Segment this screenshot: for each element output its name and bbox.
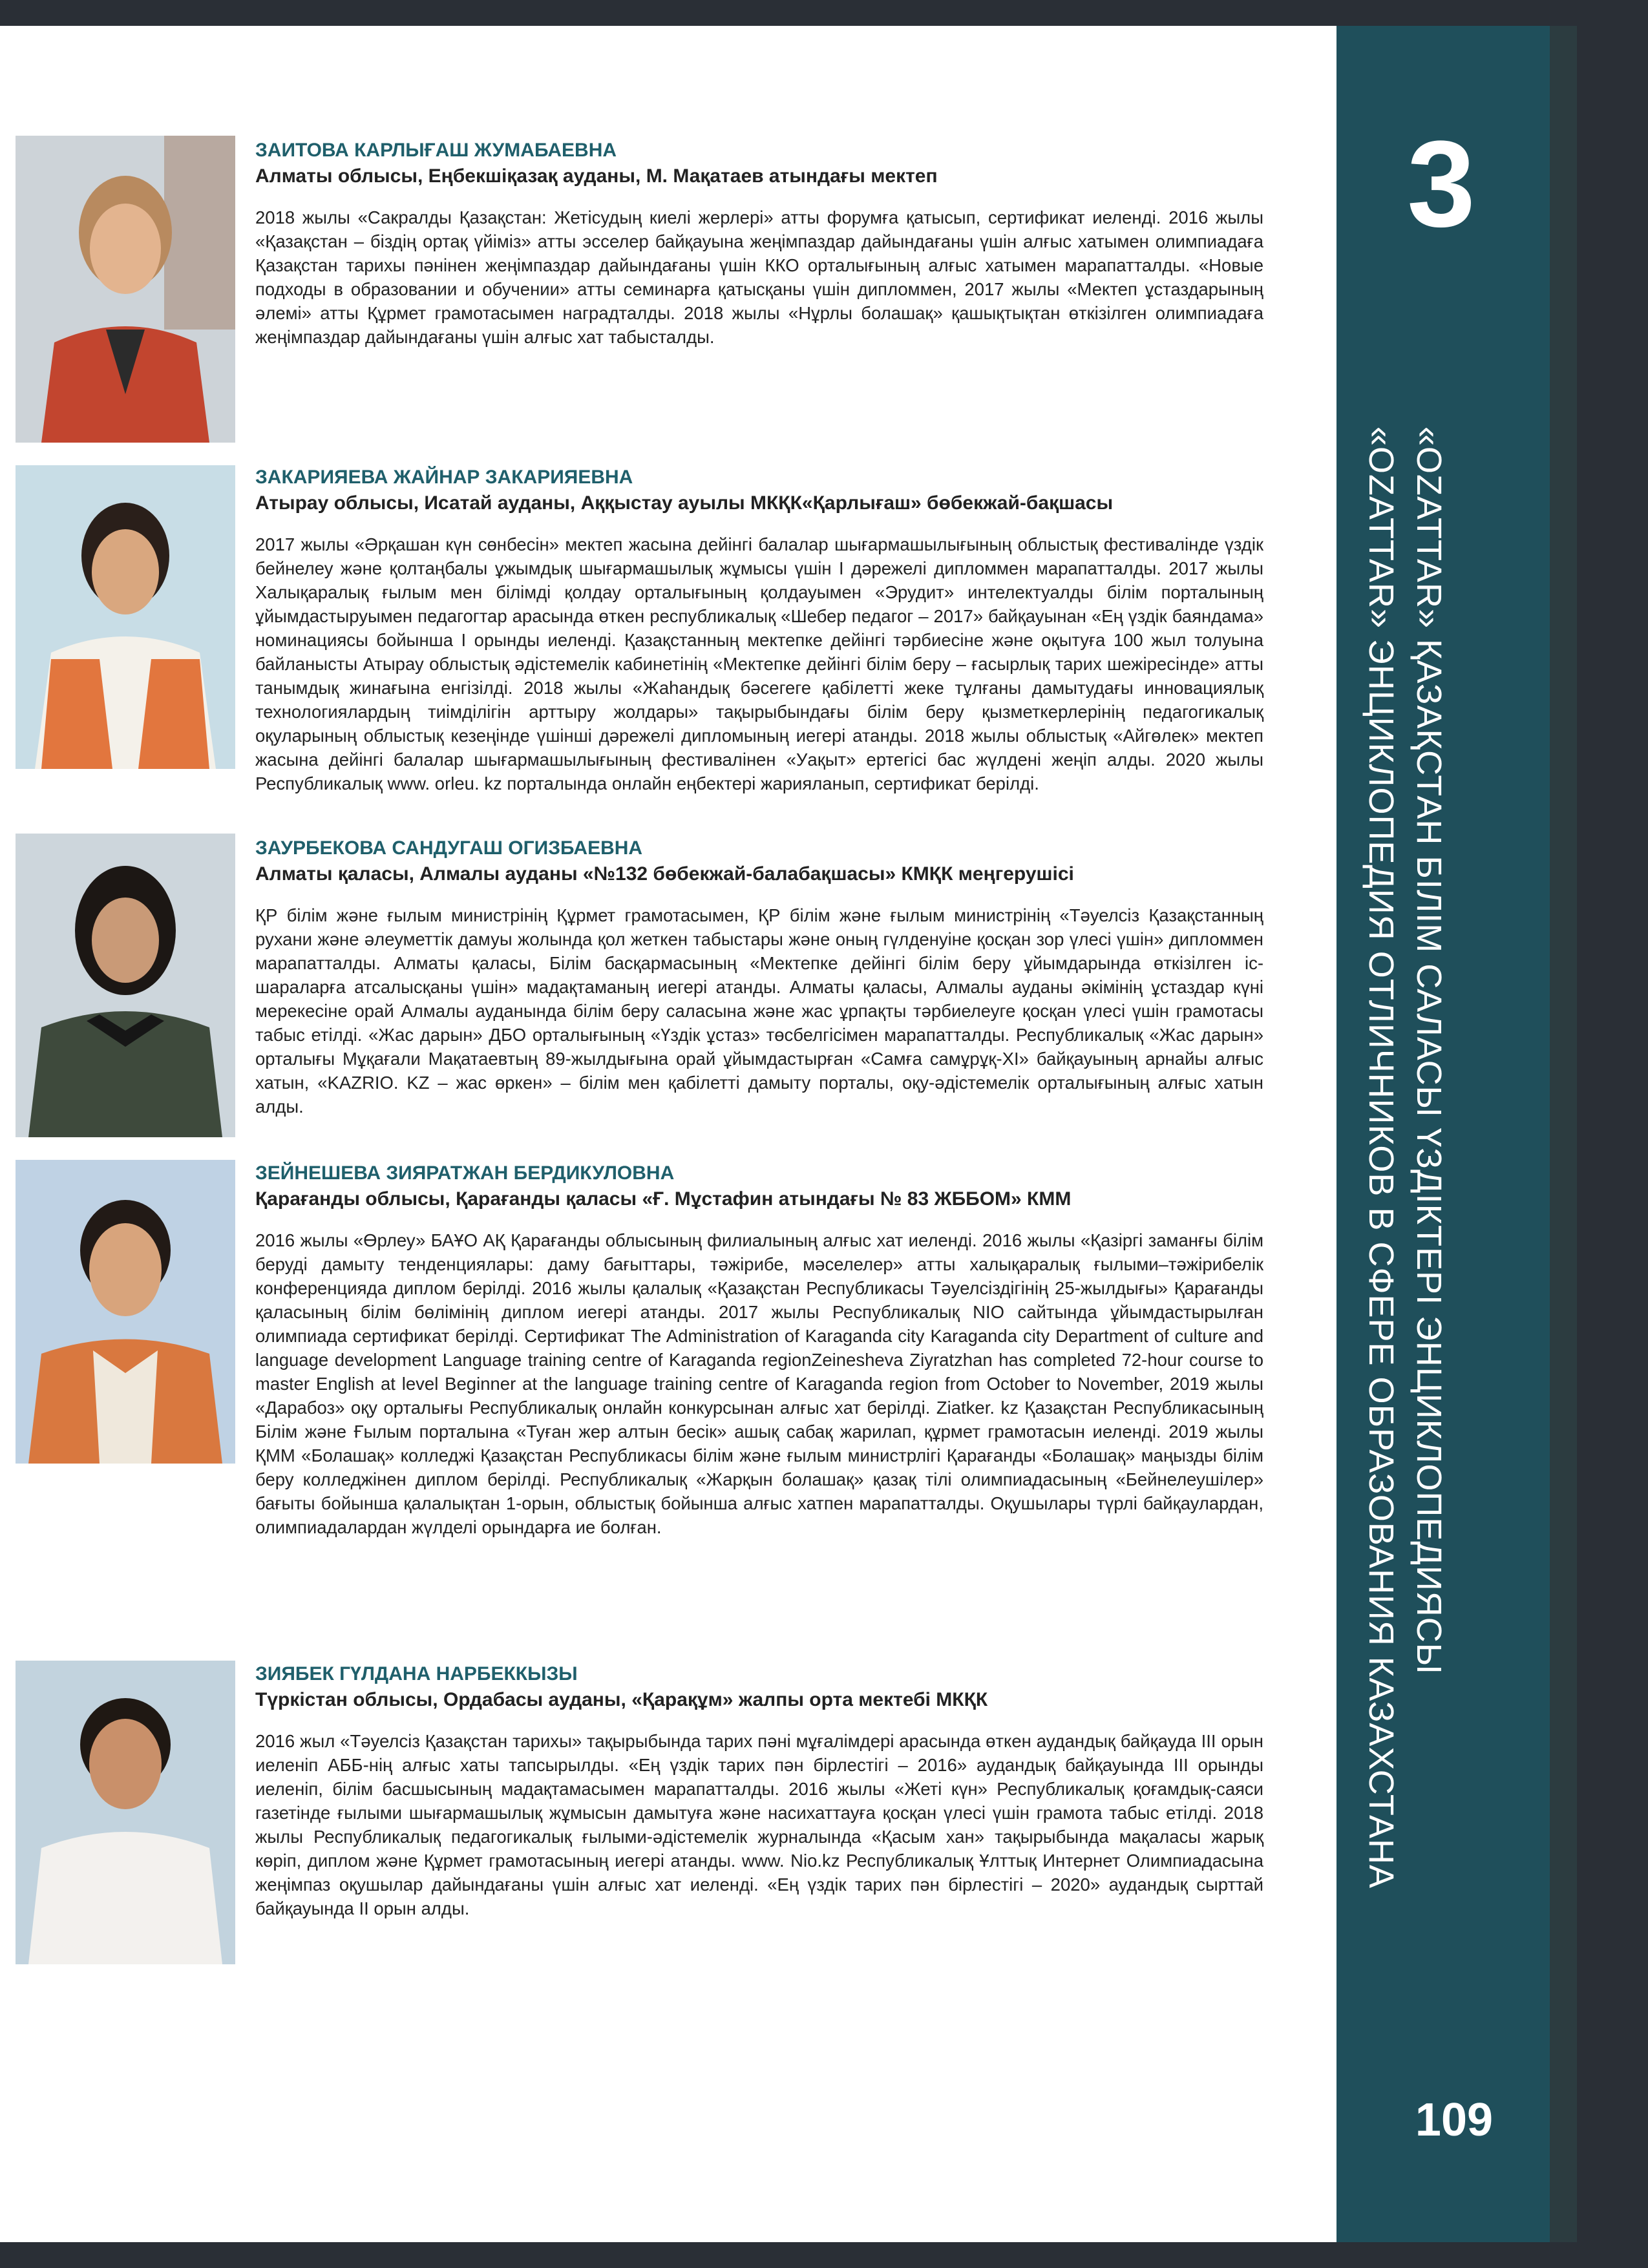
organization: Алматы қаласы, Алмалы ауданы «№132 бөбекжай-балабақшасы» КМҚК меңгерушісі [255,863,1074,885]
vertical-title-russian: «OZATTAR» ЭНЦИКЛОПЕДИЯ ОТЛИЧНИКОВ В СФЕРЕ ОБРАЗОВАНИЯ КАЗАХСТАНА [1362,426,1400,1889]
person-name: ЗЕЙНЕШЕВА ЗИЯРАТЖАН БЕРДИКУЛОВНА [255,1162,675,1184]
biography: 2017 жылы «Әрқашан күн сөнбесін» мектеп жасына дейінгі балалар шығармашылығының облыстық фестивалінде үздік бейнелеу және қолтаңбалы ұжымдық шығармашылық жұмысы үшін І дәрежелі дипломмен марапатталды. 2017 жылы Халықаралық ғылым мен білімді қолдау орталығының қолдауымен «Эрудит» интелектуалды білім порталының ұйымдастыруымен педагогтар арасында өткен республикалық «Шебер педагог – 2017» байқауынан «Ең үздік баяндама» номинациясы бойынша І орынды иеленді. Қазақстанның мектепке дейінгі тәрбиесіне және оқытуға 100 жыл толуына байланысты Атырау облыстық әдістемелік кабинетінің «Мектепке дейінгі білім беру – ғасырлық тарих шежіресінде» атты танымдық жинағына енгізілді. 2018 жылы «Жаһандық бәсегеге қабілетті жеке тұлғаны дамытудағы инновациялық технологиялардың тиімділігін арттыру жолдары» тақырыбындағы білім беру қызметкерлерінің педагогикалық оқуларының облыстық кезеңінде үшінші дәрежелі дипломының иегері атанды. 2018 жылы облыстық «Айгөлек» мектеп жасына дейінгі балалар шығармашылығының фестивалінен «Уақыт» ертегісі бас жүлдені жеңіп алды. 2020 жылы Республикалық www. orleu. kz порталында онлайн еңбектері жарияланып, сертификат берілді. [255,534,1263,793]
organization: Қарағанды облысы, Қарағанды қаласы «Ғ. Мұстафин атындағы № 83 ЖББОМ» КММ [255,1188,1072,1210]
portrait-photo [16,1160,235,1464]
vertical-title-kazakh: «OZATTAR» ҚАЗАҚСТАН БІЛІМ САЛАСЫ ҮЗДІКТЕРІ ЭНЦИКЛОПЕДИЯСЫ [1410,426,1448,1675]
biography: 2016 жыл «Тәуелсіз Қазақстан тарихы» тақырыбында тарих пәні мұғалімдері арасында өткен аудандық байқауда ІІІ орын иеленіп АББ-нің алғыс хаты тапсырылды. «Ең үздік тарих пән бірлестігі – 2016» аудандық байқауында ІІІ орынды иеленіп, білім басшысының мадақтамасымен марапатталды. 2016 жылы «Жеті күн» Республикалық қоғамдық-саяси газетінде ғылыми шығармашылық жұмысын дамытуға және насихаттауға қосқан үлесі үшін грамота табыс етілді. 2018 жылы Республикалық педагогикалық ғылыми-әдістемелік журналында «Қасым хан» тақырыбында мақаласы жарық көріп, диплом және Құрмет грамотасының иегері атанды. www. Nio.kz Республикалық Ұлттық Интернет Олимпиадасына жеңімпаз оқушылар дайындағаны үшін алғыс хат иеленді. «Ең үздік тарих пән бірлестігі – 2020» аудандық сырттай байқауында ІІ орын алды. [255,1731,1263,1918]
portrait-photo [16,834,235,1137]
organization: Алматы облысы, Еңбекшіқазақ ауданы, М. Мақатаев атындағы мектеп [255,165,938,187]
person-name: ЗАКАРИЯЕВА ЖАЙНАР ЗАКАРИЯЕВНА [255,467,633,488]
biography: 2016 жылы «Өрлеу» БАҰО АҚ Қарағанды облысының филиалының алғыс хат иеленді. 2016 жылы «Қазіргі заманғы білім беруді дамыту тенденциялары: даму бағыттары, тәжірибе, мәселелер» атты халықаралық ғылыми–тәжірибелік конференцияда диплом берілді. 2016 жылы қалалық «Қазақстан Республикасы Тәуелсіздігінің 25-жылдығы» Қарағанды қаласының білім бөлімінің диплом иегері атанды. 2017 жылы Республикалық NIO сайтында ұйымдастырылған олимпиада сертификат берілді. Сертификат The Administration of Karaganda city Karaganda city Department of culture and language development Language training centre of Karaganda regionZeinesheva Ziyratzhan has completed 72-hour course to master English at level Beginner at the language training centre of Karaganda region from October to November, 2019 жылы «Дарабоз» оқу орталығы Республикалық онлайн конкурсынан алғыс хат берілді. Ziatker. kz Қазақстан Республикасының Білім және Ғылым порталына «Туған жер алтын бесік» ашық сабақ жарилап, құрмет грамотасын иеленді. 2019 жылы ҚММ «Болашақ» колледжі Қазақстан Республикасы білім және ғылым министрлігі Қарағанды «Болашақ» маңызды білім беру колледжінен диплом берілді. Республикалық «Жарқын болашақ» қазақ тілі олимпиадасының «Бейнелеушілер» бағыты бойынша қалалықтан 1-орын, облыстық бойынша алғыс хатпен марапатталды. Оқушылары түрлі байқаулардан, олимпиадалардан жүлделі орындарға ие болған. [255,1230,1263,1537]
organization: Атырау облысы, Исатай ауданы, Аққыстау ауылы МКҚК«Қарлығаш» бөбекжай-бақшасы [255,492,1114,514]
chapter-number: 3 [1407,116,1475,253]
vertical-title [1357,426,1453,1889]
page-number: 109 [1415,2094,1494,2146]
biography: ҚР білім және ғылым министрінің Құрмет грамотасымен, ҚР білім және ғылым министрінің «Тәуелсіз Қазақстанның рухани және әлеуметтік дамуы жолында қол жеткен табыстары және оның гүлденуіне қосқан зор үлесі үшін» дипломмен марапатталды. Алматы қаласы, Білім басқармасының «Мектепке дейінгі білім беру ұйымдарында өткізілген іс-шараларға атсалысқаны үшін» мадақтаманың иегері атанды. Алматы қаласы, Алмалы ауданы әкімінің ұстаздар күні мерекесіне орай Алмалы ауданында білім беру саласына және жас ұрпақты тәрбиелеуге қосқан үлесі үшін грамотасы табыс етілді. «Жас дарын» ДБО орталығының «Үздік ұстаз» төсбелгісімен марапатталды. Республикалық «Жас дарын» орталығы Мұқағали Мақатаевтың 89-жылдығына орай ұйымдастырған «Самға самұрұқ-ХІ» байқауының арнайы алғыс хатын, «KAZRIO. KZ – жас өркен» – білім мен қабілетті дамыту порталы, оқу-әдістемелік орталығының алғыс хатын алды. [255,905,1263,1117]
person-name: ЗИЯБЕК ГҮЛДАНА НАРБЕККЫЗЫ [255,1663,578,1685]
book-edge [1550,26,1577,2242]
organization: Түркістан облысы, Ордабасы ауданы, «Қарақұм» жалпы орта мектебі МКҚК [255,1689,988,1710]
biography: 2018 жылы «Сакралды Қазақстан: Жетісудың киелі жерлері» атты форумға қатысып, сертификат иеленді. 2016 жылы «Қазақстан – біздің ортақ үйіміз» атты эсселер байқауына жеңімпаздар дайындағаны үшін алғыс хатымен олимпиадаға Қазақстан тарихы пәнінен жеңімпаздар дайындағаны үшін ККО орталығының алғыс хатымен марапатталды. «Новые подходы в образовании и обучении» атты семинарға қатысқаны үшін дипломмен, 2017 жылы «Мектеп ұстаздарының әлемі» атты Құрмет грамотасымен наградталды. 2018 жылы «Нұрлы болашақ» қашықтықтан өткізілген олимпиадаға жеңімпаздар дайындағаны үшін алғыс хат табысталды. [255,207,1263,347]
portrait-photo [16,465,235,769]
portrait-photo [16,136,235,443]
portrait-photo [16,1661,235,1964]
person-name: ЗАИТОВА КАРЛЫҒАШ ЖУМАБАЕВНА [255,140,617,161]
person-name: ЗАУРБЕКОВА САНДУГАШ ОГИЗБАЕВНА [255,837,643,859]
